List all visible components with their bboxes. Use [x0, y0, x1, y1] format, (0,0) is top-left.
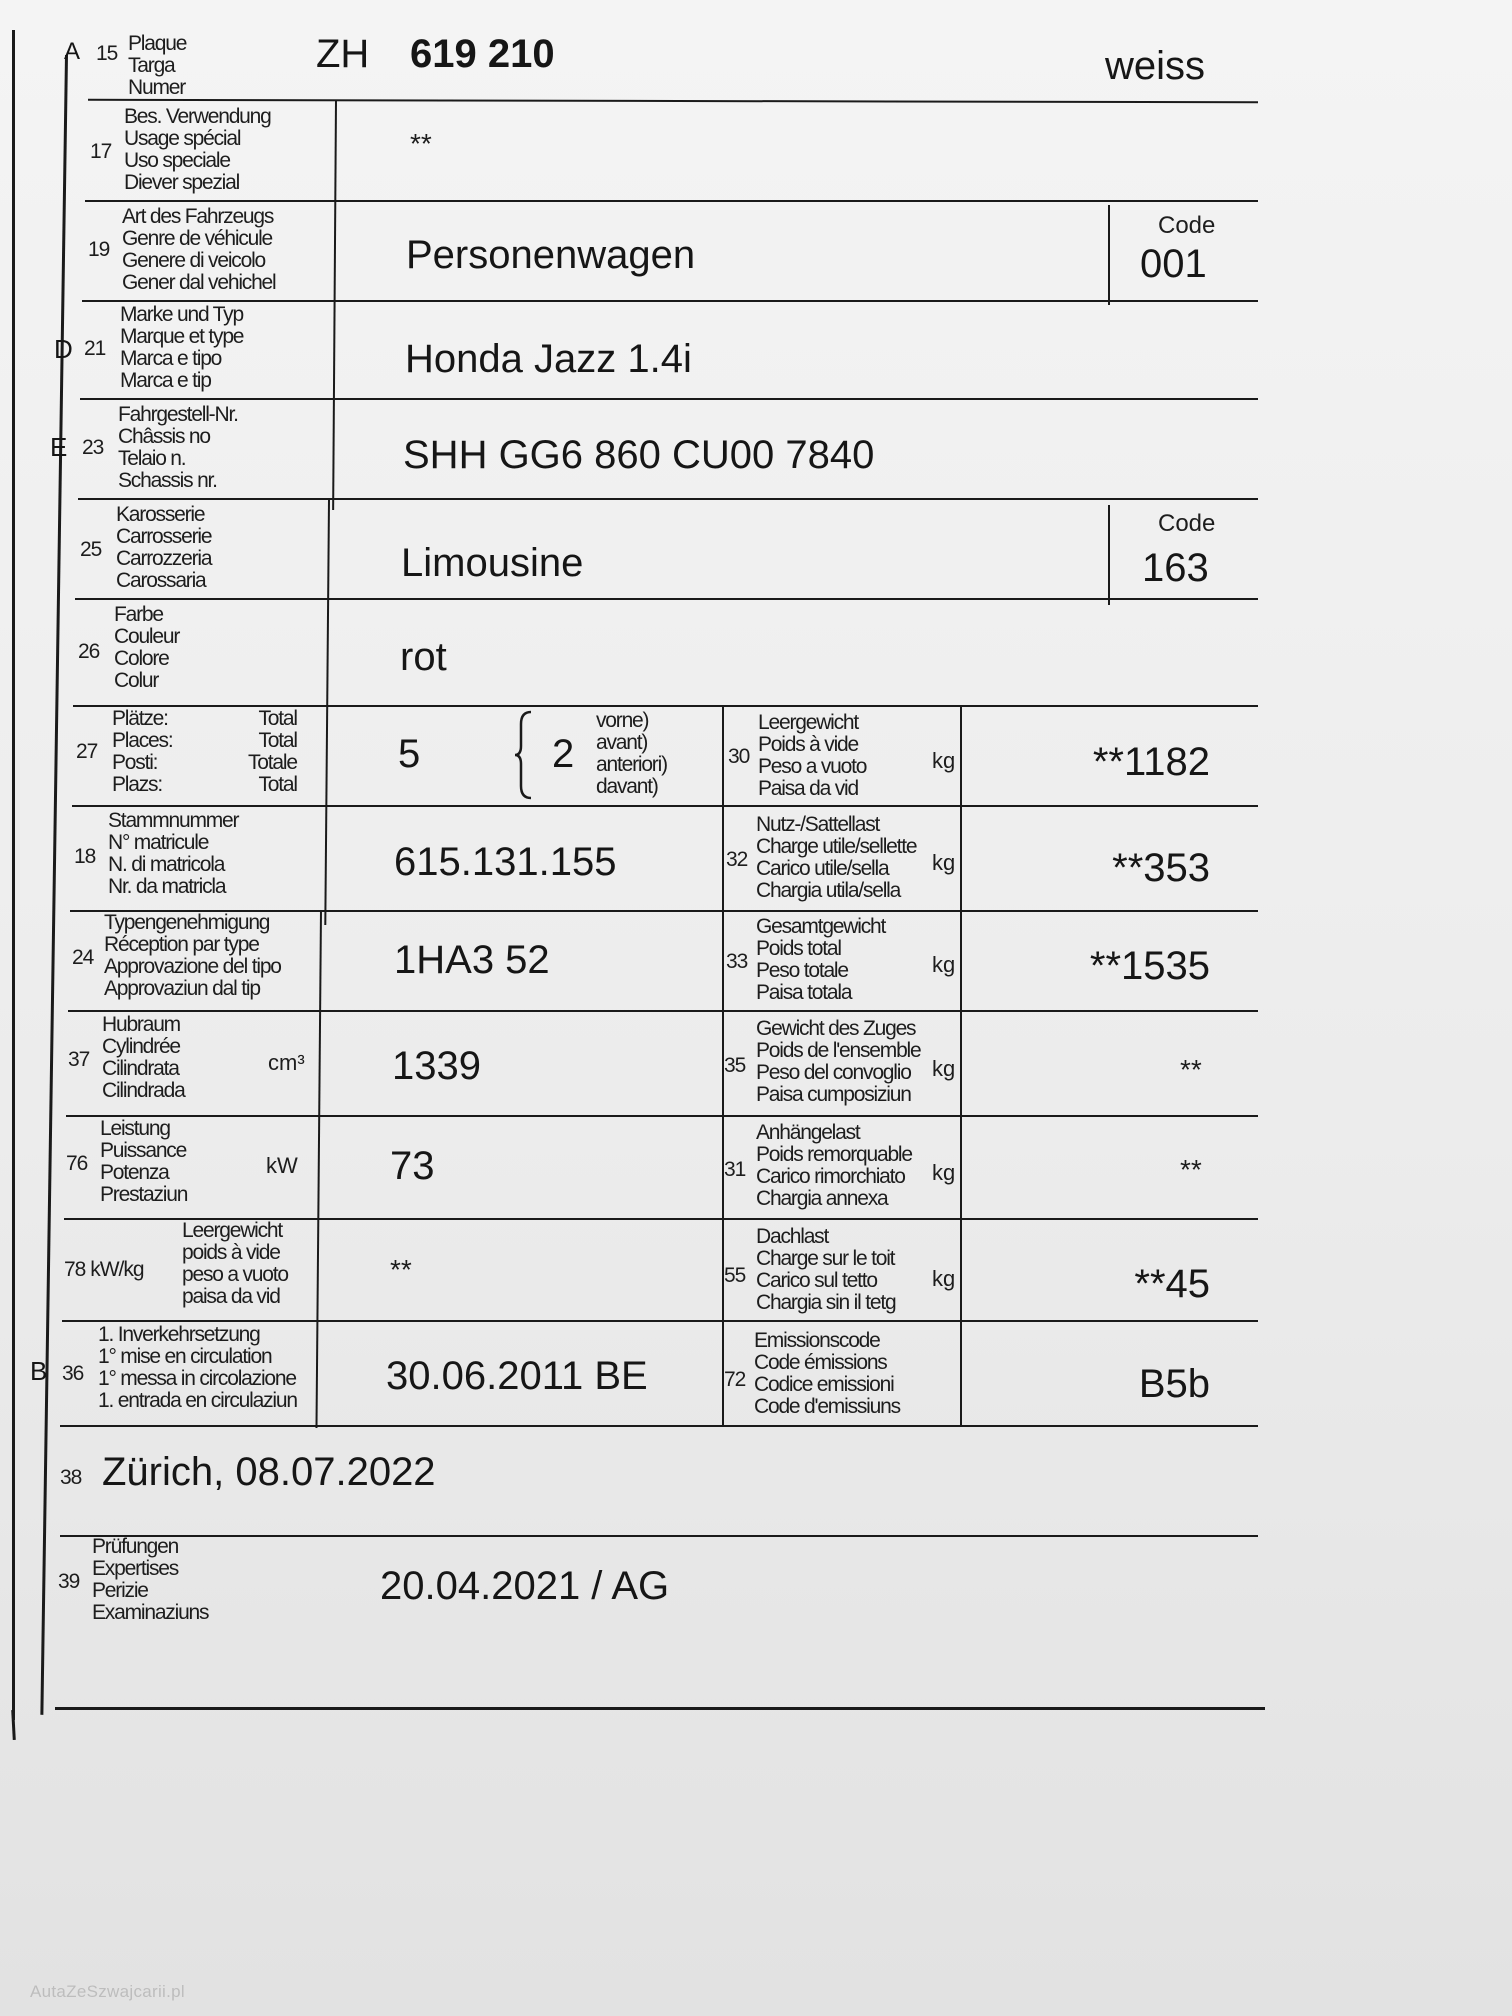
- power-unit: kW: [266, 1153, 298, 1178]
- inspections-value: 20.04.2021 / AG: [380, 1564, 670, 1608]
- displacement-unit: cm³: [268, 1050, 305, 1075]
- power-weight-label: Leergewicht poids à vide peso a vuoto paisa da vid: [182, 1219, 288, 1308]
- field-number: 37: [68, 1048, 90, 1071]
- field-number: 32: [726, 848, 748, 871]
- chassis-label: Fahrgestell-Nr. Châssis no Telaio n. Schassis nr.: [118, 403, 238, 492]
- body-label: Karosserie Carrosserie Carrozzeria Carossaria: [116, 503, 212, 592]
- vehicle-type-label: Art des Fahrzeugs Genre de véhicule Genere di veicolo Gener dal vehichel: [122, 205, 276, 294]
- master-number-value: 615.131.155: [394, 840, 617, 884]
- displacement-value: 1339: [392, 1044, 481, 1088]
- seats-front-value: 2: [552, 732, 575, 776]
- margin-letter-b: B: [30, 1356, 48, 1386]
- seats-front-label: vorne) avant) anteriori) davant): [596, 709, 667, 798]
- field-number: 21: [84, 337, 106, 360]
- code-label: Code: [1158, 510, 1216, 537]
- trailer-load-unit: kg: [932, 1160, 956, 1185]
- make-label: Marke und Typ Marque et type Marca e tipo Marca e tip: [120, 303, 244, 392]
- power-value: 73: [390, 1144, 435, 1188]
- plate-canton: ZH: [316, 32, 370, 76]
- field-number: 30: [728, 745, 750, 768]
- seats-brace: [515, 710, 535, 800]
- field-number: 78 kW/kg: [64, 1258, 144, 1281]
- field-number: 72: [724, 1368, 746, 1391]
- field-number: 38: [60, 1466, 82, 1489]
- watermark: AutaZeSzwajcarii.pl: [30, 1982, 185, 2001]
- field-number: 23: [82, 436, 104, 459]
- payload-label: Nutz-/Sattellast Charge utile/sellette Carico utile/sella Chargia utila/sella: [756, 813, 917, 902]
- plate-color: weiss: [1105, 44, 1206, 88]
- train-weight-unit: kg: [932, 1056, 956, 1081]
- seats-total-label: Total Total Totale Total: [248, 707, 297, 796]
- make-value: Honda Jazz 1.4i: [405, 337, 692, 381]
- vehicle-type-code: 001: [1140, 242, 1207, 286]
- field-number: 39: [58, 1570, 80, 1593]
- field-number: 35: [724, 1054, 746, 1077]
- plate-number: 619 210: [410, 32, 555, 76]
- special-use-label: Bes. Verwendung Usage spécial Uso speciale Diever spezial: [124, 105, 271, 194]
- field-number: 76: [66, 1152, 88, 1175]
- field-number: 33: [726, 950, 748, 973]
- emission-value: B5b: [1138, 1362, 1210, 1406]
- empty-weight-value: **1182: [1092, 740, 1210, 784]
- field-number: 19: [88, 238, 110, 261]
- roof-load-label: Dachlast Charge sur le toit Carico sul tetto Chargia sin il tetg: [756, 1225, 896, 1314]
- margin-letter-d: D: [54, 334, 73, 364]
- train-weight-label: Gewicht des Zuges Poids de l'ensemble Peso del convoglio Paisa cumposiziun: [756, 1017, 921, 1106]
- plate-label: Plaque Targa Numer: [128, 32, 187, 99]
- body-code: 163: [1142, 546, 1209, 590]
- empty-weight-unit: kg: [932, 748, 956, 773]
- seats-value: 5: [398, 732, 421, 776]
- master-number-label: Stammnummer N° matricule N. di matricola Nr. da matricla: [108, 809, 239, 898]
- field-number: 17: [90, 140, 112, 163]
- total-weight-label: Gesamtgewicht Poids total Peso totale Paisa totala: [756, 915, 886, 1004]
- first-registration-value: 30.06.2011 BE: [386, 1354, 648, 1398]
- field-number: 36: [62, 1362, 84, 1385]
- type-approval-value: 1HA3 52: [394, 938, 550, 982]
- field-number: 26: [78, 640, 100, 663]
- field-number: 31: [724, 1158, 746, 1181]
- special-use-value: **: [410, 128, 432, 159]
- train-weight-value: **: [1180, 1054, 1202, 1085]
- roof-load-value: **45: [1134, 1262, 1210, 1306]
- field-number: 27: [76, 740, 98, 763]
- chassis-value: SHH GG6 860 CU00 7840: [403, 433, 875, 477]
- inspections-label: Prüfungen Expertises Perizie Examinaziuns: [92, 1535, 209, 1624]
- field-number: 18: [74, 845, 96, 868]
- payload-unit: kg: [932, 850, 956, 875]
- empty-weight-label: Leergewicht Poids à vide Peso a vuoto Paisa da vid: [758, 711, 867, 800]
- trailer-load-value: **: [1180, 1154, 1202, 1185]
- roof-load-unit: kg: [932, 1266, 956, 1291]
- trailer-load-label: Anhängelast Poids remorquable Carico rimorchiato Chargia annexa: [756, 1121, 912, 1210]
- seats-label: Plätze: Places: Posti: Plazs:: [112, 707, 173, 796]
- power-label: Leistung Puissance Potenza Prestaziun: [100, 1117, 188, 1206]
- displacement-label: Hubraum Cylindrée Cilindrata Cilindrada: [102, 1013, 185, 1102]
- code-label: Code: [1158, 212, 1216, 239]
- field-number: 24: [72, 946, 94, 969]
- field-number: 25: [80, 538, 102, 561]
- field-number: 55: [724, 1264, 746, 1287]
- body-value: Limousine: [401, 541, 584, 585]
- emission-label: Emissionscode Code émissions Codice emissioni Code d'emissiuns: [754, 1329, 900, 1418]
- place-date-value: Zürich, 08.07.2022: [102, 1450, 436, 1494]
- color-value: rot: [400, 635, 447, 679]
- field-number: 15: [96, 42, 118, 65]
- vehicle-type-value: Personenwagen: [406, 233, 696, 277]
- payload-value: **353: [1112, 846, 1210, 890]
- margin-letter-e: E: [50, 432, 68, 462]
- type-approval-label: Typengenehmigung Réception par type Approvazione del tipo Approvaziun dal tip: [104, 911, 281, 1000]
- color-label: Farbe Couleur Colore Colur: [114, 603, 180, 692]
- total-weight-value: **1535: [1089, 944, 1210, 988]
- total-weight-unit: kg: [932, 952, 956, 977]
- margin-letter-a: A: [64, 38, 81, 65]
- power-weight-value: **: [390, 1254, 412, 1285]
- first-registration-label: 1. Inverkehrsetzung 1° mise en circulation 1° messa in circolazione 1. entrada en circulaziun: [98, 1323, 297, 1412]
